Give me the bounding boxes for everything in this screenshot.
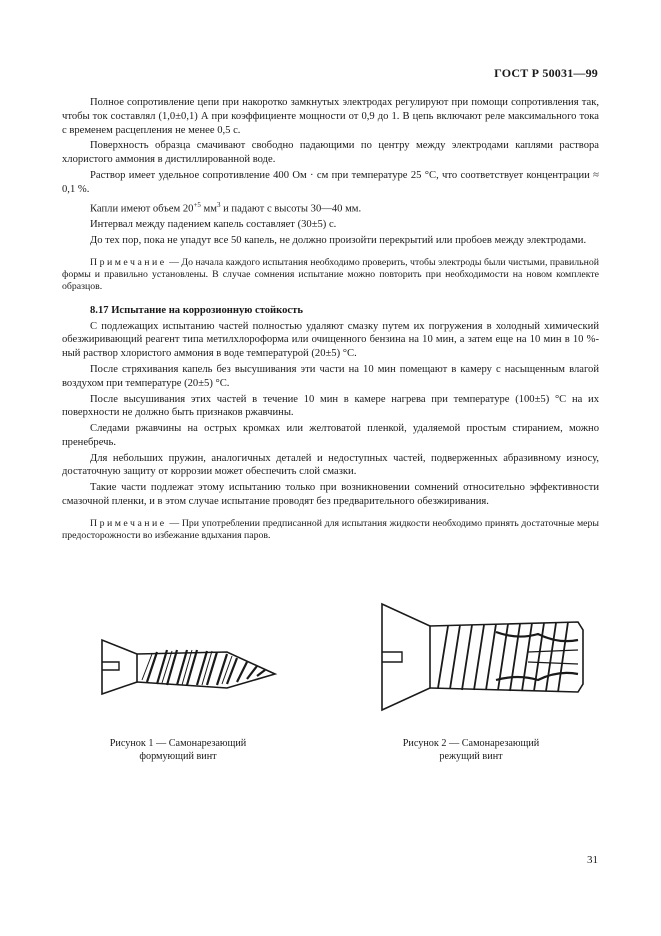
text-fragment: Капли имеют объем 20 <box>90 203 194 215</box>
note-label: Примечание <box>90 256 167 268</box>
paragraph: Такие части подлежат этому испытанию только при возникновении сомнений относительно эффективности смазочной пленки, и в этом случае испытание проводят без предварительного обезжиривания. <box>62 482 599 508</box>
figure-1-caption <box>78 737 278 763</box>
caption-line: Рисунок 2 — Самонарезающий <box>402 738 540 749</box>
paragraph: Раствор имеет удельное сопротивление 400 Ом · см при температуре 25 °С, что соответствует концентрации ≈ 0,1 %. <box>62 169 599 195</box>
paragraph: Интервал между падением капель составляет (30±5) с. <box>90 218 337 230</box>
paragraph: Для небольших пружин, аналогичных деталей и недоступных частей, подверженных абразивному износу, достаточную защиту от коррозии может обеспечить слой смазки. <box>62 452 599 478</box>
standard-header: ГОСТ Р 50031—99 <box>494 66 598 80</box>
text-fragment: и падают с высоты 30—40 мм. <box>220 203 362 215</box>
caption-line: Рисунок 1 — Самонарезающий <box>109 738 247 749</box>
figure-2-screw-drawing <box>378 600 598 720</box>
section-title: 8.17 Испытание на коррозионную стойкость <box>90 304 303 316</box>
caption-line: режущий винт <box>439 751 503 762</box>
note-text: — До начала каждого испытания необходимо проверить, чтобы электроды были чистыми, правильной формы и правильно установлены. В случае сомнения испытание можно повторить при необходимости на новом комплекте образцов. <box>62 256 599 293</box>
paragraph: До тех пор, пока не упадут все 50 капель, не должно произойти перекрытий или пробоев между электродами. <box>90 234 587 246</box>
note-label: Примечание <box>90 517 167 529</box>
paragraph: После стряхивания капель без высушивания эти части на 10 мин помещают в камеру с насыщенным влагой воздухом при температуре (20±5) °С. <box>62 363 599 389</box>
paragraph-drop-volume <box>62 199 599 216</box>
document-body <box>62 96 599 545</box>
note-text: — При употреблении предписанной для испытания жидкости необходимо принять достаточные меры предосторожности во избежание вдыхания паров. <box>62 517 599 542</box>
note <box>62 257 599 294</box>
caption-line: формующий винт <box>139 751 217 762</box>
page-number: 31 <box>587 854 598 866</box>
paragraph: С подлежащих испытанию частей полностью удаляют смазку путем их погружения в холодный химический обезжиривающий реагент типа метилхлороформа или очищенного бензина на 10 мин, а затем еще на 10 мин в 10 %-ный раствор хлористого аммония в воде температурой (20±5) °С. <box>62 320 599 360</box>
paragraph: После высушивания этих частей в течение 10 мин в камере нагрева при температуре (100±5) °С на их поверхности не должно быть признаков ржавчины. <box>62 393 599 419</box>
note <box>62 518 599 543</box>
paragraph: Полное сопротивление цепи при накоротко замкнутых электродах регулируют при помощи сопротивления так, чтобы ток составлял (1,0±0,1) А при коэффициенте мощности от 0,9 до 1. В цепь включают реле максимального тока с временем расцепления не менее 0,5 с. <box>62 97 599 136</box>
superscript: 3 <box>216 200 221 209</box>
figure-2-caption <box>371 737 571 763</box>
superscript: +5 <box>193 200 201 209</box>
paragraph: Поверхность образца смачивают свободно падающими по центру между электродами каплями раствора хлористого аммония в дистиллированной воде. <box>62 140 599 166</box>
paragraph: Следами ржавчины на острых кромках или желтоватой пленкой, удаляемой простым стиранием, можно пренебречь. <box>62 423 599 448</box>
text-fragment: мм <box>200 203 217 215</box>
figure-1-screw-drawing <box>97 628 287 718</box>
